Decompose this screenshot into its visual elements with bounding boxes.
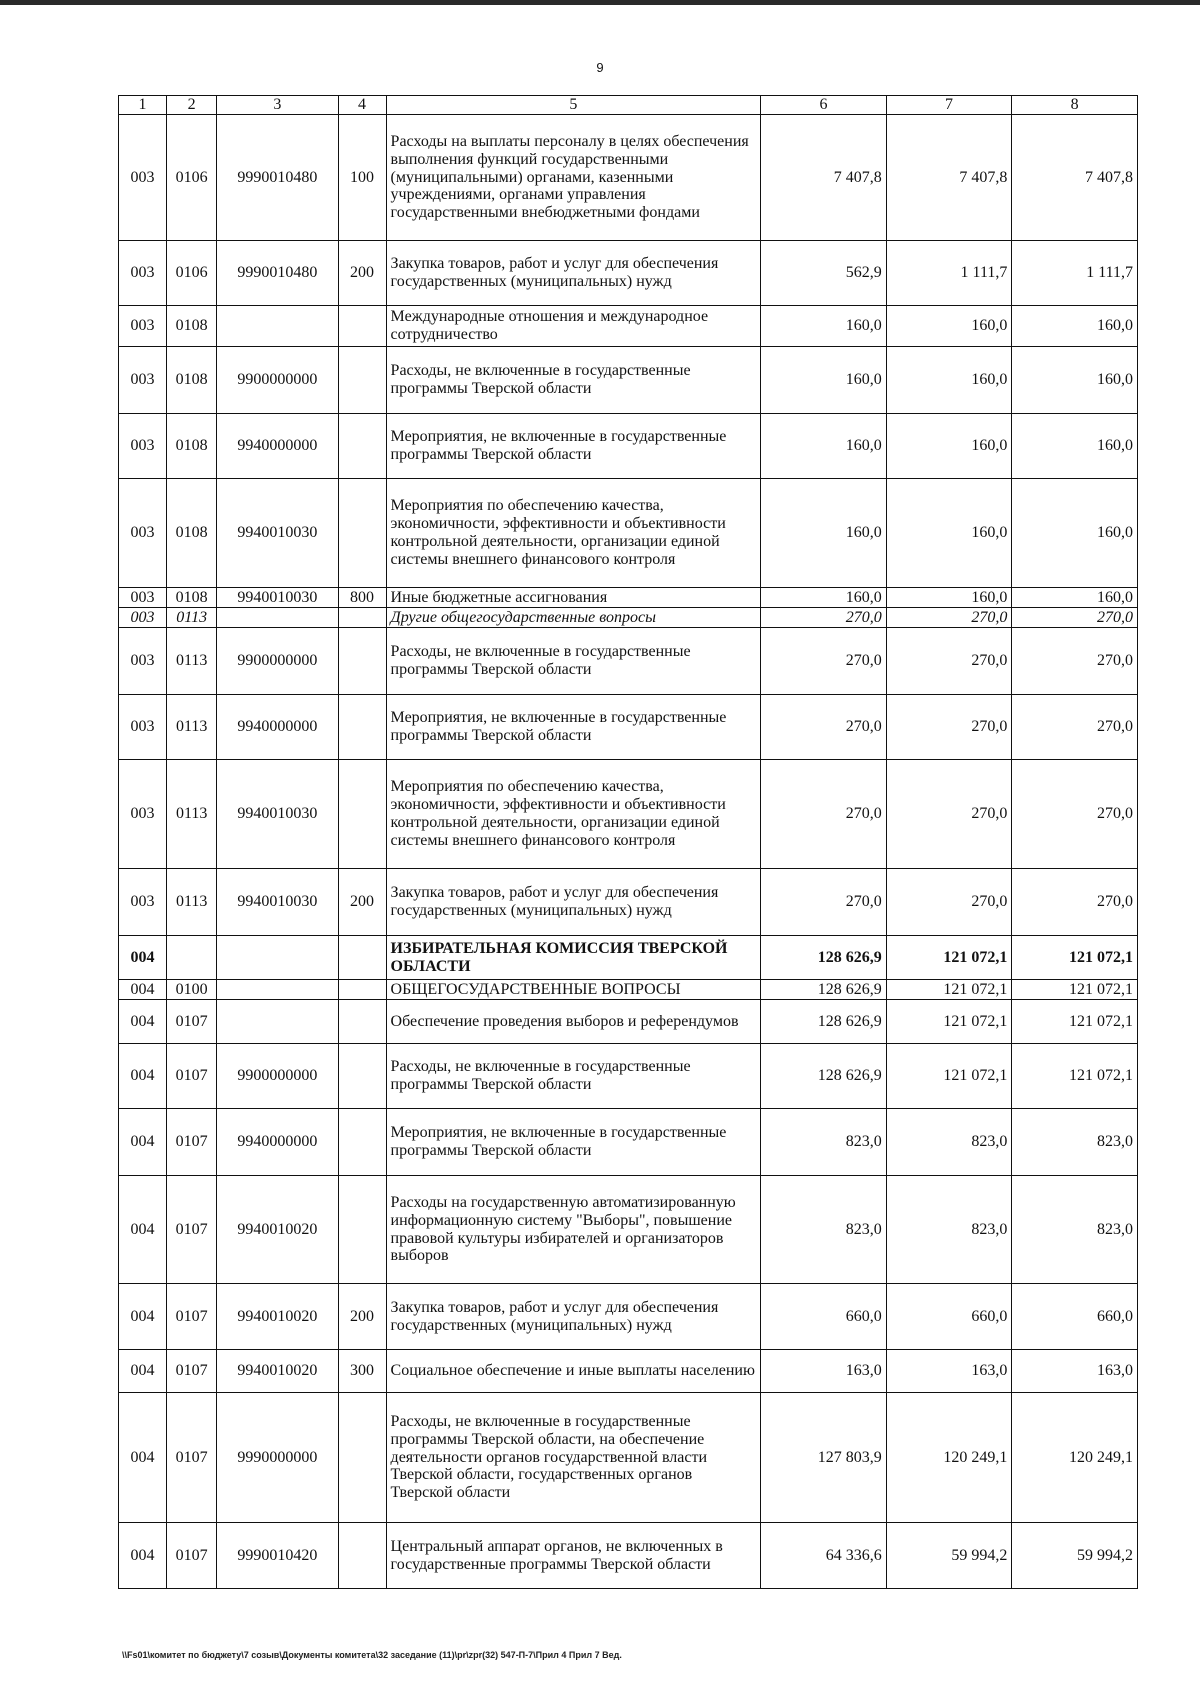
table-row — [119, 1284, 1138, 1350]
cell-expense-type — [338, 1523, 386, 1589]
cell-description: Расходы на выплаты персоналу в целях обеспечения выполнения функций государственными (муниципальными) органами, казенными учреждениями, органами управления государственными внебюджетными фондами — [386, 115, 761, 241]
cell-section: 0108 — [167, 347, 217, 414]
cell-amount-6: 270,0 — [761, 695, 887, 760]
cell-amount-8: 823,0 — [1012, 1176, 1138, 1284]
cell-expense-type: 300 — [338, 1350, 386, 1393]
cell-amount-6: 64 336,6 — [761, 1523, 887, 1589]
cell-target-article: 9990010480 — [217, 241, 338, 306]
table-row — [119, 628, 1138, 695]
cell-target-article: 9940010030 — [217, 760, 338, 869]
cell-amount-8: 121 072,1 — [1012, 1000, 1138, 1044]
cell-target-article: 9940010020 — [217, 1350, 338, 1393]
cell-amount-7: 121 072,1 — [886, 980, 1012, 1000]
cell-amount-8: 121 072,1 — [1012, 1044, 1138, 1109]
cell-amount-8: 120 249,1 — [1012, 1393, 1138, 1523]
table-row — [119, 936, 1138, 980]
cell-ministry: 003 — [119, 115, 167, 241]
cell-description: Мероприятия, не включенные в государственные программы Тверской области — [386, 414, 761, 479]
cell-section: 0113 — [167, 760, 217, 869]
column-header: 2 — [167, 96, 217, 115]
cell-target-article: 9990010420 — [217, 1523, 338, 1589]
cell-section: 0107 — [167, 1044, 217, 1109]
cell-expense-type — [338, 347, 386, 414]
cell-section: 0113 — [167, 608, 217, 628]
cell-amount-8: 160,0 — [1012, 414, 1138, 479]
cell-amount-7: 160,0 — [886, 347, 1012, 414]
cell-amount-7: 270,0 — [886, 628, 1012, 695]
table-row — [119, 115, 1138, 241]
cell-amount-7: 160,0 — [886, 414, 1012, 479]
cell-expense-type — [338, 1044, 386, 1109]
cell-target-article: 9940010030 — [217, 588, 338, 608]
cell-ministry: 004 — [119, 1176, 167, 1284]
cell-amount-6: 160,0 — [761, 479, 887, 588]
cell-amount-8: 270,0 — [1012, 695, 1138, 760]
table-row — [119, 306, 1138, 347]
cell-amount-7: 59 994,2 — [886, 1523, 1012, 1589]
cell-amount-7: 163,0 — [886, 1350, 1012, 1393]
cell-expense-type — [338, 1109, 386, 1176]
cell-amount-7: 823,0 — [886, 1109, 1012, 1176]
page-number: 9 — [596, 60, 604, 75]
cell-section: 0107 — [167, 1176, 217, 1284]
cell-target-article: 9900000000 — [217, 1044, 338, 1109]
cell-target-article: 9900000000 — [217, 347, 338, 414]
cell-expense-type — [338, 479, 386, 588]
cell-section: 0106 — [167, 241, 217, 306]
cell-section: 0108 — [167, 414, 217, 479]
cell-expense-type — [338, 1393, 386, 1523]
cell-section: 0106 — [167, 115, 217, 241]
cell-amount-6: 127 803,9 — [761, 1393, 887, 1523]
cell-expense-type — [338, 760, 386, 869]
cell-target-article — [217, 306, 338, 347]
cell-amount-6: 562,9 — [761, 241, 887, 306]
cell-section: 0108 — [167, 588, 217, 608]
cell-description: Закупка товаров, работ и услуг для обеспечения государственных (муниципальных) нужд — [386, 1284, 761, 1350]
cell-amount-6: 823,0 — [761, 1109, 887, 1176]
cell-amount-7: 660,0 — [886, 1284, 1012, 1350]
cell-section: 0108 — [167, 479, 217, 588]
cell-ministry: 003 — [119, 414, 167, 479]
cell-target-article: 9940010020 — [217, 1284, 338, 1350]
cell-description: Мероприятия, не включенные в государственные программы Тверской области — [386, 695, 761, 760]
cell-description: Расходы, не включенные в государственные программы Тверской области — [386, 347, 761, 414]
cell-amount-8: 160,0 — [1012, 347, 1138, 414]
cell-amount-8: 270,0 — [1012, 869, 1138, 936]
table-row — [119, 1044, 1138, 1109]
cell-amount-8: 160,0 — [1012, 588, 1138, 608]
table-row — [119, 869, 1138, 936]
cell-amount-8: 1 111,7 — [1012, 241, 1138, 306]
cell-section: 0113 — [167, 628, 217, 695]
column-header: 7 — [886, 96, 1012, 115]
cell-description: ОБЩЕГОСУДАРСТВЕННЫЕ ВОПРОСЫ — [386, 980, 761, 1000]
cell-description: Закупка товаров, работ и услуг для обеспечения государственных (муниципальных) нужд — [386, 241, 761, 306]
cell-ministry: 004 — [119, 1284, 167, 1350]
cell-ministry: 004 — [119, 1523, 167, 1589]
table-row — [119, 1393, 1138, 1523]
cell-amount-8: 160,0 — [1012, 479, 1138, 588]
cell-description: Другие общегосударственные вопросы — [386, 608, 761, 628]
cell-expense-type — [338, 306, 386, 347]
cell-amount-6: 163,0 — [761, 1350, 887, 1393]
cell-section: 0113 — [167, 869, 217, 936]
cell-amount-8: 823,0 — [1012, 1109, 1138, 1176]
cell-description: Расходы, не включенные в государственные программы Тверской области, на обеспечение деятельности органов государственной власти Тверской области, государственных органов Тверской области — [386, 1393, 761, 1523]
cell-ministry: 004 — [119, 1000, 167, 1044]
cell-ministry: 003 — [119, 628, 167, 695]
cell-target-article: 9990000000 — [217, 1393, 338, 1523]
cell-amount-7: 1 111,7 — [886, 241, 1012, 306]
cell-section — [167, 936, 217, 980]
cell-expense-type — [338, 628, 386, 695]
cell-ministry: 003 — [119, 588, 167, 608]
cell-description: Расходы на государственную автоматизированную информационную систему "Выборы", повышение правовой культуры избирателей и организаторов выборов — [386, 1176, 761, 1284]
cell-expense-type — [338, 1000, 386, 1044]
cell-description: Расходы, не включенные в государственные программы Тверской области — [386, 1044, 761, 1109]
cell-amount-8: 270,0 — [1012, 608, 1138, 628]
cell-target-article: 9940000000 — [217, 695, 338, 760]
cell-expense-type: 100 — [338, 115, 386, 241]
cell-section: 0100 — [167, 980, 217, 1000]
cell-expense-type: 200 — [338, 1284, 386, 1350]
column-header: 5 — [386, 96, 761, 115]
cell-description: Социальное обеспечение и иные выплаты населению — [386, 1350, 761, 1393]
cell-section: 0113 — [167, 695, 217, 760]
cell-amount-6: 823,0 — [761, 1176, 887, 1284]
cell-section: 0107 — [167, 1000, 217, 1044]
cell-description: Иные бюджетные ассигнования — [386, 588, 761, 608]
cell-amount-6: 128 626,9 — [761, 1044, 887, 1109]
cell-amount-7: 160,0 — [886, 479, 1012, 588]
cell-target-article — [217, 980, 338, 1000]
cell-amount-7: 823,0 — [886, 1176, 1012, 1284]
cell-expense-type — [338, 608, 386, 628]
cell-ministry: 004 — [119, 936, 167, 980]
cell-amount-6: 160,0 — [761, 414, 887, 479]
cell-target-article: 9940010020 — [217, 1176, 338, 1284]
cell-target-article — [217, 1000, 338, 1044]
cell-amount-7: 160,0 — [886, 588, 1012, 608]
column-header: 3 — [217, 96, 338, 115]
cell-expense-type — [338, 980, 386, 1000]
cell-description: ИЗБИРАТЕЛЬНАЯ КОМИССИЯ ТВЕРСКОЙ ОБЛАСТИ — [386, 936, 761, 980]
column-header: 8 — [1012, 96, 1138, 115]
cell-amount-6: 160,0 — [761, 588, 887, 608]
table-row — [119, 347, 1138, 414]
table-row — [119, 608, 1138, 628]
cell-amount-6: 270,0 — [761, 760, 887, 869]
table-row — [119, 1350, 1138, 1393]
cell-ministry: 004 — [119, 1350, 167, 1393]
cell-amount-7: 7 407,8 — [886, 115, 1012, 241]
cell-amount-6: 660,0 — [761, 1284, 887, 1350]
cell-section: 0107 — [167, 1109, 217, 1176]
cell-amount-8: 660,0 — [1012, 1284, 1138, 1350]
cell-amount-8: 160,0 — [1012, 306, 1138, 347]
cell-ministry: 004 — [119, 1109, 167, 1176]
cell-amount-7: 121 072,1 — [886, 1000, 1012, 1044]
cell-description: Мероприятия по обеспечению качества, экономичности, эффективности и объективности контрольной деятельности, организации единой системы внешнего финансового контроля — [386, 760, 761, 869]
cell-expense-type — [338, 695, 386, 760]
cell-amount-8: 270,0 — [1012, 628, 1138, 695]
column-header: 1 — [119, 96, 167, 115]
table-row — [119, 1176, 1138, 1284]
column-header: 4 — [338, 96, 386, 115]
cell-amount-6: 270,0 — [761, 628, 887, 695]
table-row — [119, 1109, 1138, 1176]
cell-description: Мероприятия по обеспечению качества, экономичности, эффективности и объективности контрольной деятельности, организации единой системы внешнего финансового контроля — [386, 479, 761, 588]
cell-ministry: 003 — [119, 241, 167, 306]
cell-amount-8: 59 994,2 — [1012, 1523, 1138, 1589]
cell-ministry: 003 — [119, 695, 167, 760]
cell-amount-6: 128 626,9 — [761, 1000, 887, 1044]
cell-amount-6: 160,0 — [761, 347, 887, 414]
cell-expense-type — [338, 936, 386, 980]
cell-target-article: 9940000000 — [217, 1109, 338, 1176]
cell-amount-6: 270,0 — [761, 869, 887, 936]
table-row — [119, 695, 1138, 760]
cell-amount-8: 163,0 — [1012, 1350, 1138, 1393]
table-row — [119, 1523, 1138, 1589]
cell-amount-7: 121 072,1 — [886, 936, 1012, 980]
cell-description: Международные отношения и международное сотрудничество — [386, 306, 761, 347]
table-header-row — [119, 96, 1138, 115]
table-row — [119, 241, 1138, 306]
cell-description: Обеспечение проведения выборов и референдумов — [386, 1000, 761, 1044]
table-row — [119, 414, 1138, 479]
table-row — [119, 1000, 1138, 1044]
cell-amount-8: 121 072,1 — [1012, 936, 1138, 980]
table-row — [119, 760, 1138, 869]
cell-amount-8: 121 072,1 — [1012, 980, 1138, 1000]
cell-target-article — [217, 608, 338, 628]
cell-amount-6: 270,0 — [761, 608, 887, 628]
cell-section: 0107 — [167, 1284, 217, 1350]
table-row — [119, 980, 1138, 1000]
table-row — [119, 479, 1138, 588]
cell-ministry: 003 — [119, 306, 167, 347]
cell-target-article: 9940010030 — [217, 479, 338, 588]
cell-section: 0107 — [167, 1350, 217, 1393]
cell-expense-type: 200 — [338, 241, 386, 306]
cell-description: Расходы, не включенные в государственные программы Тверской области — [386, 628, 761, 695]
cell-ministry: 003 — [119, 347, 167, 414]
cell-section: 0107 — [167, 1393, 217, 1523]
cell-ministry: 003 — [119, 760, 167, 869]
cell-target-article: 9940010030 — [217, 869, 338, 936]
cell-section: 0107 — [167, 1523, 217, 1589]
cell-target-article: 9900000000 — [217, 628, 338, 695]
cell-ministry: 003 — [119, 608, 167, 628]
cell-ministry: 004 — [119, 1044, 167, 1109]
top-border-line — [0, 0, 1200, 5]
cell-target-article: 9990010480 — [217, 115, 338, 241]
cell-ministry: 003 — [119, 479, 167, 588]
cell-expense-type: 200 — [338, 869, 386, 936]
cell-amount-7: 160,0 — [886, 306, 1012, 347]
cell-amount-8: 270,0 — [1012, 760, 1138, 869]
cell-amount-7: 270,0 — [886, 760, 1012, 869]
cell-description: Мероприятия, не включенные в государственные программы Тверской области — [386, 1109, 761, 1176]
column-header: 6 — [761, 96, 887, 115]
cell-amount-6: 128 626,9 — [761, 980, 887, 1000]
cell-description: Центральный аппарат органов, не включенных в государственные программы Тверской области — [386, 1523, 761, 1589]
cell-amount-7: 270,0 — [886, 608, 1012, 628]
cell-amount-7: 270,0 — [886, 869, 1012, 936]
table-row — [119, 588, 1138, 608]
cell-expense-type — [338, 1176, 386, 1284]
cell-amount-7: 120 249,1 — [886, 1393, 1012, 1523]
cell-amount-7: 270,0 — [886, 695, 1012, 760]
cell-ministry: 004 — [119, 1393, 167, 1523]
cell-amount-6: 160,0 — [761, 306, 887, 347]
cell-expense-type — [338, 414, 386, 479]
budget-table — [118, 95, 1138, 1589]
cell-section: 0108 — [167, 306, 217, 347]
cell-description: Закупка товаров, работ и услуг для обеспечения государственных (муниципальных) нужд — [386, 869, 761, 936]
cell-expense-type: 800 — [338, 588, 386, 608]
cell-amount-6: 128 626,9 — [761, 936, 887, 980]
cell-amount-6: 7 407,8 — [761, 115, 887, 241]
cell-target-article: 9940000000 — [217, 414, 338, 479]
cell-target-article — [217, 936, 338, 980]
cell-ministry: 004 — [119, 980, 167, 1000]
cell-amount-8: 7 407,8 — [1012, 115, 1138, 241]
footer-file-path: \\Fs01\комитет по бюджету\7 созыв\Документы комитета\32 заседание (11)\pr\zpr(32) 547-П-7\Прил 4 Прил 7 Вед. — [122, 1650, 622, 1660]
cell-amount-7: 121 072,1 — [886, 1044, 1012, 1109]
cell-ministry: 003 — [119, 869, 167, 936]
